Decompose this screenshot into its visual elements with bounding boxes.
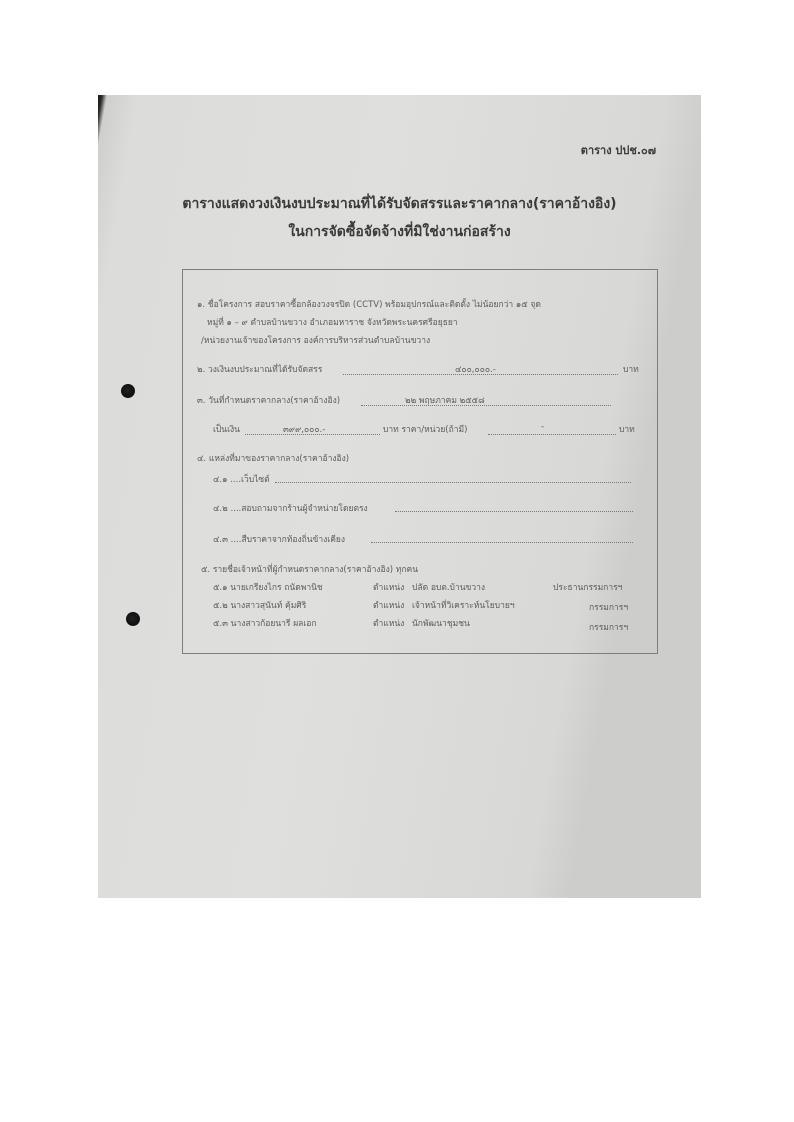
item3-label: ๓. วันที่กำหนดราคากลาง(ราคาอ้างอิง)	[197, 396, 341, 406]
committee-role: กรรมการฯ	[589, 623, 629, 633]
item3b-unit: บาท	[619, 425, 635, 435]
item3-dotted-line	[361, 405, 611, 406]
item3b-label: เป็นเงิน	[213, 425, 240, 435]
item4-source-1-dotted-line	[275, 482, 631, 483]
item2-value: ๔๐๐,๐๐๐.-	[455, 365, 496, 375]
document-photo	[98, 95, 701, 898]
item4-source-3-dotted-line	[371, 542, 633, 543]
item1-line3: /หน่วยงานเจ้าของโครงการ องค์การบริหารส่วนตำบลบ้านขวาง	[201, 336, 431, 346]
form-code: ตาราง ปปช.๐๗	[580, 144, 656, 157]
committee-position-label: ตำแหน่ง	[373, 601, 405, 611]
committee-position: นักพัฒนาชุมชน	[412, 619, 470, 629]
item3b-unit-price-dash: -	[541, 422, 545, 432]
item1-line2: หมู่ที่ ๑ – ๙ ตำบลบ้านขวาง อำเภอมหาราช จังหวัดพระนครศรีอยุธยา	[207, 318, 458, 328]
committee-role: กรรมการฯ	[589, 603, 629, 613]
committee-position-label: ตำแหน่ง	[373, 583, 405, 593]
item4-label: ๔. แหล่งที่มาของราคากลาง(ราคาอ้างอิง)	[197, 454, 350, 464]
item3-date: ๒๒ พฤษภาคม ๒๕๕๘	[405, 396, 485, 406]
committee-name: ๕.๒ นางสาวสุนันท์ คุ้มศิริ	[213, 601, 307, 611]
committee-role: ประธานกรรมการฯ	[553, 583, 623, 593]
form-box	[182, 269, 658, 654]
item5-label: ๕. รายชื่อเจ้าหน้าที่ผู้กำหนดราคากลาง(ราคาอ้างอิง) ทุกคน	[201, 565, 419, 575]
item4-source-3: ๔.๓ ....สืบราคาจากท้องถิ่นข้างเคียง	[213, 535, 346, 545]
document-title-line1: ตารางแสดงวงเงินงบประมาณที่ได้รับจัดสรรและราคากลาง(ราคาอ้างอิง)	[182, 196, 617, 212]
binder-hole-bottom	[126, 612, 140, 626]
document-title-line2: ในการจัดซื้อจัดจ้างที่มิใช่งานก่อสร้าง	[288, 224, 511, 240]
committee-position: ปลัด อบต.บ้านขวาง	[412, 583, 486, 593]
binder-hole-top	[121, 384, 135, 398]
committee-name: ๕.๑ นายเกรียงไกร ถนัดพานิช	[213, 583, 323, 593]
committee-name: ๕.๓ นางสาวก้อยนารี ผลเอก	[213, 619, 317, 629]
item3b-unit-price-dotted-line	[488, 434, 616, 435]
item1-line1: ๑. ชื่อโครงการ สอบราคาซื้อกล้องวงจรปิด (CCTV) พร้อมอุปกรณ์และติดตั้ง ไม่น้อยกว่า ๑๕ จุด	[197, 300, 541, 310]
committee-position-label: ตำแหน่ง	[373, 619, 405, 629]
committee-position: เจ้าหน้าที่วิเคราะห์นโยบายฯ	[412, 601, 515, 611]
item4-source-2-dotted-line	[395, 511, 633, 512]
item2-label: ๒. วงเงินงบประมาณที่ได้รับจัดสรร	[197, 365, 323, 375]
item3b-amount: ๓๙๙,๐๐๐.-	[283, 425, 326, 435]
item4-source-1: ๔.๑ ....เว็บไซต์	[213, 475, 270, 485]
item2-unit: บาท	[623, 365, 639, 375]
item3b-unit-price-label: บาท ราคา/หน่วย(ถ้ามี)	[383, 425, 468, 435]
item4-source-2: ๔.๒ ....สอบถามจากร้านผู้จำหน่ายโดยตรง	[213, 504, 368, 514]
